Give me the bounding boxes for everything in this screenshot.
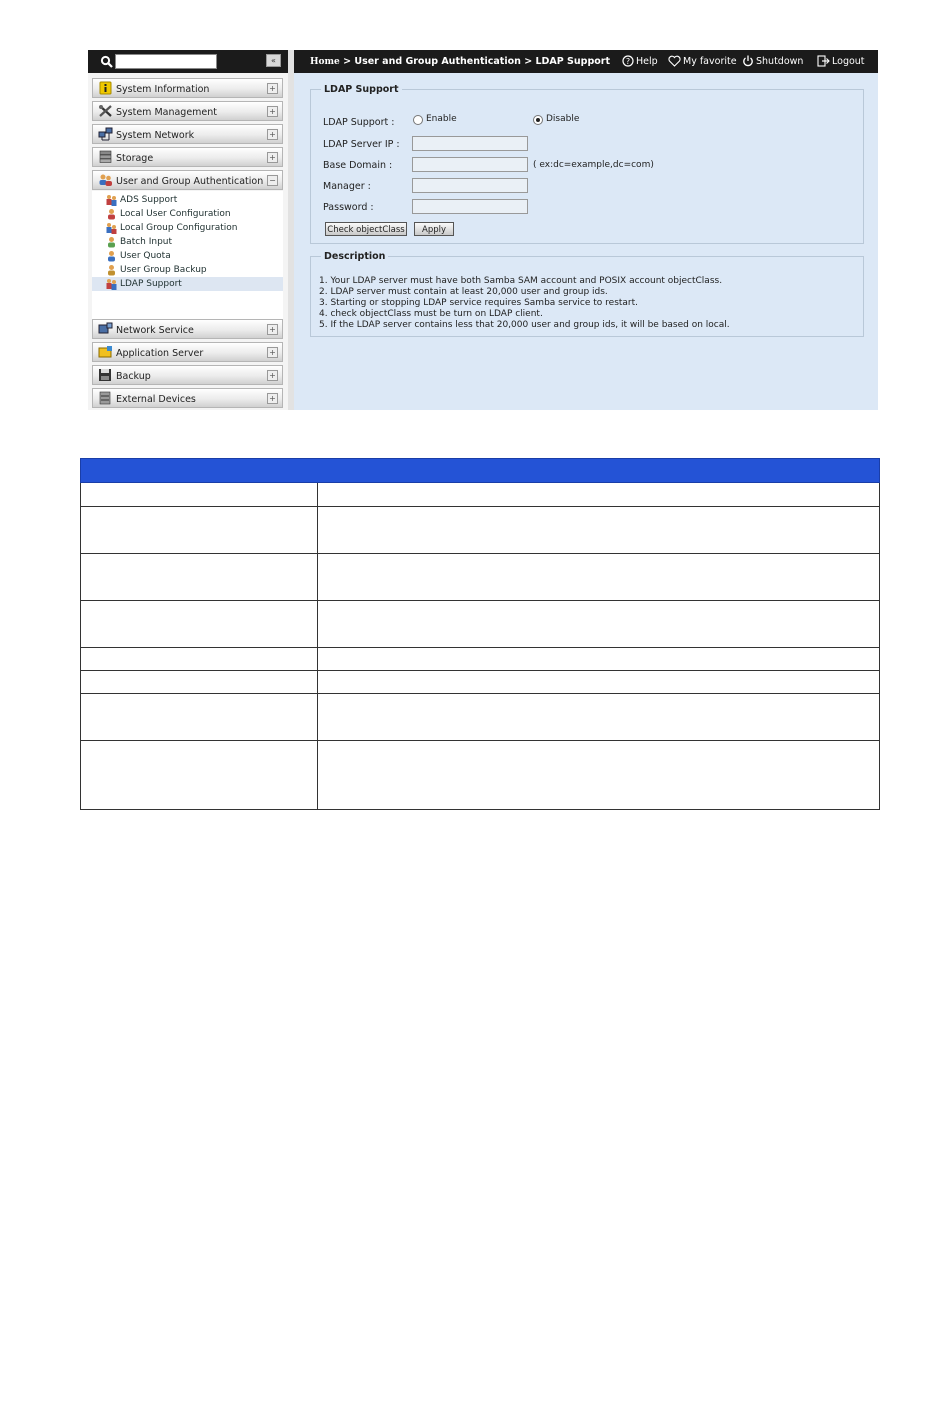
breadcrumb-current: LDAP Support — [535, 56, 611, 67]
table-cell — [81, 671, 318, 694]
breadcrumb-separator: > — [524, 56, 533, 67]
menu-system-information[interactable] — [92, 78, 283, 98]
help-icon — [622, 55, 634, 67]
users-icon — [98, 173, 113, 187]
table-cell — [318, 671, 880, 694]
password-field[interactable] — [412, 199, 528, 214]
table-row — [81, 741, 880, 810]
table-cell — [81, 741, 318, 810]
logout-icon — [817, 55, 830, 67]
enable-radio[interactable] — [413, 115, 423, 125]
expand-icon[interactable]: + — [267, 152, 278, 163]
submenu-label: Local User Configuration — [120, 209, 231, 219]
submenu-item-local-user-configuration[interactable] — [92, 207, 283, 221]
table-row — [81, 507, 880, 554]
submenu-item-local-group-configuration[interactable] — [92, 221, 283, 235]
network-icon — [98, 127, 113, 141]
breadcrumb — [310, 56, 610, 67]
fieldset-legend: LDAP Support — [324, 84, 399, 95]
disable-radio-label[interactable]: Disable — [546, 114, 580, 124]
info-icon — [98, 81, 113, 95]
menu-label: Storage — [116, 153, 154, 164]
table-cell — [318, 601, 880, 648]
menu-external-devices[interactable] — [92, 388, 283, 408]
expand-icon[interactable]: + — [267, 129, 278, 140]
menu-system-network[interactable] — [92, 124, 283, 144]
manager-label: Manager : — [323, 181, 371, 192]
description-line: 1. Your LDAP server must have both Samba SAM account and POSIX account objectClass. — [319, 276, 723, 286]
search-icon[interactable] — [100, 55, 114, 69]
menu-user-group-authentication[interactable] — [92, 170, 283, 190]
description-line: 3. Starting or stopping LDAP service requires Samba service to restart. — [319, 298, 639, 308]
apply-button[interactable]: Apply — [414, 222, 454, 236]
expand-icon[interactable]: + — [267, 347, 278, 358]
base-domain-hint: ( ex:dc=example,dc=com) — [533, 160, 654, 170]
fieldset-legend: Description — [324, 251, 386, 262]
table-row — [81, 648, 880, 671]
submenu-item-batch-input[interactable] — [92, 235, 283, 249]
heart-icon — [668, 55, 681, 67]
shutdown-label: Shutdown — [756, 56, 804, 67]
content-panel — [294, 50, 878, 410]
sidebar — [88, 50, 288, 410]
table-cell — [318, 483, 880, 507]
tools-icon — [98, 104, 113, 118]
expand-icon[interactable]: + — [267, 324, 278, 335]
server-ip-field[interactable] — [412, 136, 528, 151]
disable-radio[interactable] — [533, 115, 543, 125]
storage-icon — [98, 150, 113, 164]
table-cell — [318, 741, 880, 810]
menu-backup[interactable] — [92, 365, 283, 385]
table-cell — [318, 507, 880, 554]
enable-radio-label[interactable]: Enable — [426, 114, 457, 124]
table-cell — [318, 554, 880, 601]
description-fieldset — [310, 251, 864, 337]
table-row — [81, 694, 880, 741]
manager-field[interactable] — [412, 178, 528, 193]
expand-icon[interactable]: + — [267, 393, 278, 404]
base-domain-label: Base Domain : — [323, 160, 393, 171]
menu-system-management[interactable] — [92, 101, 283, 121]
logout-button[interactable] — [817, 55, 865, 67]
logout-label: Logout — [832, 56, 865, 67]
batch-input-icon — [106, 236, 117, 248]
network-service-icon — [98, 322, 113, 336]
table-cell — [318, 694, 880, 741]
search-input[interactable] — [115, 54, 217, 69]
breadcrumb-home[interactable]: Home — [310, 57, 340, 67]
shutdown-button[interactable] — [742, 55, 803, 67]
table-cell — [81, 648, 318, 671]
menu-label: Application Server — [116, 348, 204, 359]
table-row — [81, 483, 880, 507]
table-cell — [81, 601, 318, 648]
favorite-label: My favorite — [683, 56, 737, 67]
expand-icon[interactable]: + — [267, 370, 278, 381]
collapse-sidebar-button[interactable]: « — [266, 54, 281, 67]
settings-description-table — [80, 458, 880, 810]
submenu-item-user-group-backup[interactable] — [92, 263, 283, 277]
menu-label: External Devices — [116, 394, 196, 405]
submenu-user-group — [92, 191, 283, 319]
menu-label: User and Group Authentication — [116, 176, 264, 187]
backup-icon — [98, 368, 113, 382]
menu-label: System Network — [116, 130, 195, 141]
external-devices-icon — [98, 391, 113, 405]
expand-icon[interactable]: + — [267, 106, 278, 117]
favorite-button[interactable] — [668, 55, 737, 67]
application-icon — [98, 345, 113, 359]
sidebar-search-bar — [88, 50, 288, 73]
submenu-label: User Quota — [120, 251, 171, 261]
menu-network-service[interactable] — [92, 319, 283, 339]
submenu-label: Local Group Configuration — [120, 223, 238, 233]
power-icon — [742, 55, 754, 67]
ldap-support-label: LDAP Support : — [323, 117, 395, 128]
submenu-item-ads-support[interactable] — [92, 193, 283, 207]
table-cell — [81, 483, 318, 507]
description-line: 5. If the LDAP server contains less that 20,000 user and group ids, it will be based on local. — [319, 320, 730, 330]
check-objectclass-button[interactable]: Check objectClass — [325, 222, 407, 236]
table-row — [81, 601, 880, 648]
submenu-label: LDAP Support — [120, 279, 182, 289]
table-cell — [81, 507, 318, 554]
table-cell — [81, 554, 318, 601]
top-toolbar — [294, 50, 878, 73]
user-icon — [106, 208, 117, 220]
ads-icon — [106, 194, 117, 206]
user-quota-icon — [106, 250, 117, 262]
menu-label: System Information — [116, 84, 210, 95]
expand-icon[interactable]: + — [267, 83, 278, 94]
breadcrumb-section[interactable]: User and Group Authentication — [354, 56, 521, 67]
svg-text:?: ? — [625, 57, 631, 66]
table-row — [81, 671, 880, 694]
table-cell — [81, 694, 318, 741]
submenu-label: ADS Support — [120, 195, 178, 205]
submenu-item-user-quota[interactable] — [92, 249, 283, 263]
server-ip-label: LDAP Server IP : — [323, 139, 400, 150]
collapse-icon[interactable]: − — [267, 175, 278, 186]
description-line: 4. check objectClass must be turn on LDAP client. — [319, 309, 543, 319]
nas-admin-screenshot — [88, 50, 878, 410]
menu-label: Backup — [116, 371, 151, 382]
help-label: Help — [636, 56, 658, 67]
description-line: 2. LDAP server must contain at least 20,000 user and group ids. — [319, 287, 608, 297]
submenu-item-ldap-support[interactable] — [92, 277, 283, 291]
breadcrumb-separator: > — [343, 56, 352, 67]
menu-storage[interactable] — [92, 147, 283, 167]
ldap-support-fieldset — [310, 84, 864, 244]
group-icon — [106, 222, 117, 234]
menu-application-server[interactable] — [92, 342, 283, 362]
submenu-label: User Group Backup — [120, 265, 207, 275]
table-cell — [318, 648, 880, 671]
backup-user-icon — [106, 264, 117, 276]
ldap-icon — [106, 278, 117, 290]
table-header-row — [81, 459, 880, 483]
help-button[interactable] — [622, 55, 658, 67]
table-header-cell — [81, 459, 880, 483]
submenu-label: Batch Input — [120, 237, 173, 247]
base-domain-field[interactable] — [412, 157, 528, 172]
table-row — [81, 554, 880, 601]
menu-label: System Management — [116, 107, 218, 118]
password-label: Password : — [323, 202, 374, 213]
menu-label: Network Service — [116, 325, 194, 336]
